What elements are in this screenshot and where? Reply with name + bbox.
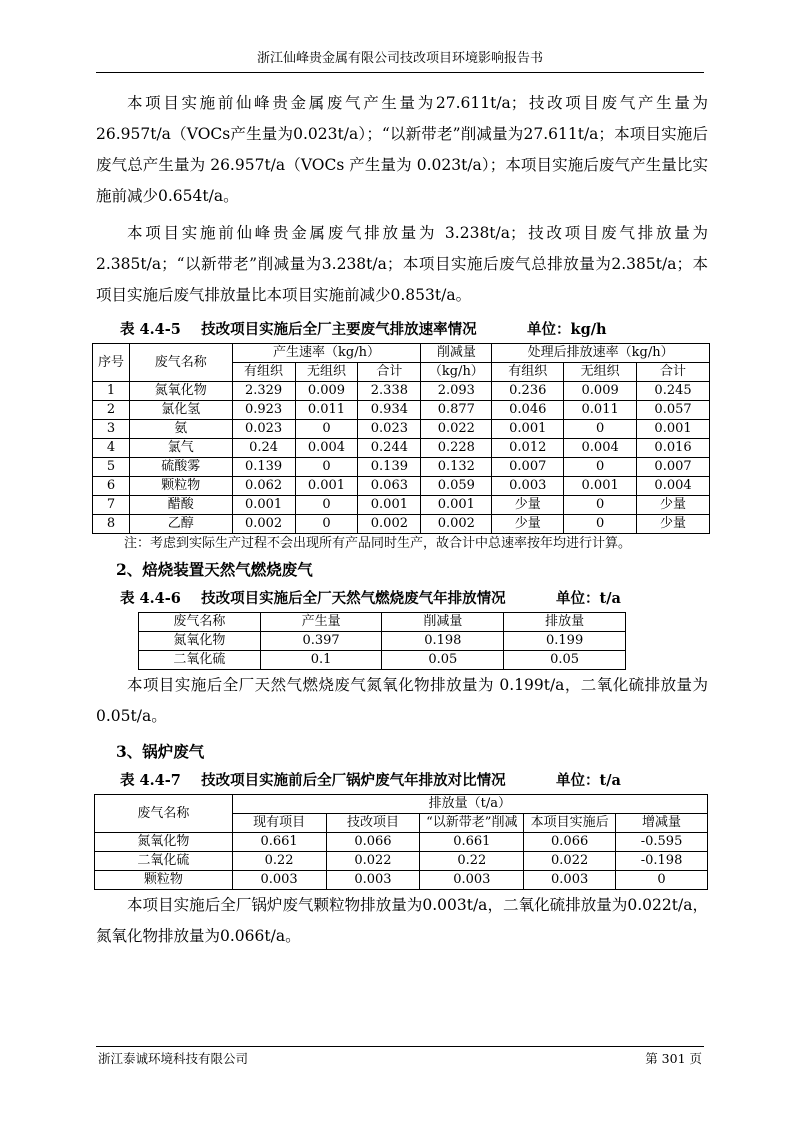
table-cell: 0.004 bbox=[564, 439, 637, 458]
table-cell: 0.007 bbox=[492, 458, 564, 477]
table-cell: 0.1 bbox=[260, 651, 382, 670]
col-offset: “以新带老”削减 bbox=[420, 814, 524, 833]
table-cell: 0.877 bbox=[421, 401, 492, 420]
table-row bbox=[93, 382, 710, 401]
table-cell: 0.923 bbox=[232, 401, 295, 420]
table-row bbox=[93, 496, 710, 515]
table-cell: 0 bbox=[295, 420, 358, 439]
col-name: 废气名称 bbox=[129, 344, 232, 382]
col-reduce: 削减量 bbox=[421, 344, 492, 363]
table-row bbox=[139, 632, 626, 651]
table-cell: 0.003 bbox=[232, 871, 326, 890]
col-after: 本项目实施后 bbox=[524, 814, 616, 833]
table-row bbox=[93, 401, 710, 420]
col-treated-total: 合计 bbox=[637, 363, 710, 382]
footer-page-number: 第 301 页 bbox=[645, 1051, 702, 1066]
table-cell: -0.198 bbox=[616, 852, 708, 871]
table-cell: 0.003 bbox=[420, 871, 524, 890]
table-cell: 少量 bbox=[492, 515, 564, 534]
table-cell: 0.022 bbox=[421, 420, 492, 439]
table-cell: 0 bbox=[564, 458, 637, 477]
table-row bbox=[93, 458, 710, 477]
table-cell: 0.066 bbox=[326, 833, 420, 852]
table-cell: 0.057 bbox=[637, 401, 710, 420]
table-cell: 0.245 bbox=[637, 382, 710, 401]
table-cell: 0 bbox=[564, 496, 637, 515]
table-cell: 0.661 bbox=[232, 833, 326, 852]
table-row bbox=[95, 871, 708, 890]
table-cell: 0.003 bbox=[524, 871, 616, 890]
table-cell: -0.595 bbox=[616, 833, 708, 852]
table-cell: 0 bbox=[295, 458, 358, 477]
table-cell: 0.016 bbox=[637, 439, 710, 458]
table-cell: 氨 bbox=[129, 420, 232, 439]
table-row bbox=[139, 651, 626, 670]
table-cell: 二氧化硫 bbox=[95, 852, 233, 871]
table-cell: 3 bbox=[93, 420, 130, 439]
paragraph-boiler: 本项目实施后全厂锅炉废气颗粒物排放量为0.003t/a，二氧化硫排放量为0.022t/a，氮氧化物排放量为0.066t/a。 bbox=[96, 896, 708, 945]
page-content bbox=[96, 88, 708, 958]
col-boiler-group: 排放量（t/a） bbox=[232, 795, 707, 814]
col-reduce-unit: （kg/h） bbox=[421, 363, 492, 382]
table-cell: 0.001 bbox=[421, 496, 492, 515]
table-cell: 氮氧化物 bbox=[139, 632, 261, 651]
table-cell: 少量 bbox=[637, 515, 710, 534]
table-cell: 0.003 bbox=[492, 477, 564, 496]
table-row bbox=[95, 833, 708, 852]
table-cell: 0.022 bbox=[326, 852, 420, 871]
natural-gas-table bbox=[138, 612, 626, 670]
table-cell: 0.007 bbox=[637, 458, 710, 477]
table-cell: 0 bbox=[295, 515, 358, 534]
table-cell: 0.004 bbox=[295, 439, 358, 458]
table3-caption: 表 4.4-7 技改项目实施前后全厂锅炉废气年排放对比情况 单位：t/a bbox=[120, 772, 621, 789]
paragraph-generation: 本项目实施前仙峰贵金属废气产生量为27.611t/a；技改项目废气产生量为26.957t/a（VOCs产生量为0.023t/a）；“以新带老”削减量为27.611t/a；本项目实施后废气总产生量为 26.957t/a（VOCs 产生量为 0.023t/a）；本项目实施后废气产生量比实施前减少0.654t/a。 bbox=[96, 94, 708, 205]
col-seq: 序号 bbox=[93, 344, 130, 382]
table-cell: 0.198 bbox=[382, 632, 504, 651]
table2-caption: 表 4.4-6 技改项目实施后全厂天然气燃烧废气年排放情况 单位：t/a bbox=[120, 590, 621, 607]
table-cell: 0.001 bbox=[637, 420, 710, 439]
table-cell: 6 bbox=[93, 477, 130, 496]
col-existing: 现有项目 bbox=[232, 814, 326, 833]
paragraph-emission: 本项目实施前仙峰贵金属废气排放量为 3.238t/a；技改项目废气排放量为 2.385t/a；“以新带老”削减量为3.238t/a；本项目实施后废气总排放量为2.385t/a；本项目实施后废气排放量比本项目实施前减少0.853t/a。 bbox=[96, 224, 708, 304]
table-row bbox=[93, 420, 710, 439]
section-3-title: 3、锅炉废气 bbox=[116, 742, 205, 761]
table-cell: 0.139 bbox=[232, 458, 295, 477]
table-cell: 0 bbox=[564, 420, 637, 439]
page-header bbox=[96, 46, 704, 73]
table-cell: 0 bbox=[616, 871, 708, 890]
table-cell: 7 bbox=[93, 496, 130, 515]
col-treated-organized: 有组织 bbox=[492, 363, 564, 382]
table-cell: 0.022 bbox=[524, 852, 616, 871]
table-cell: 二氧化硫 bbox=[139, 651, 261, 670]
table1-caption: 表 4.4-5 技改项目实施后全厂主要废气排放速率情况 单位：kg/h bbox=[120, 321, 607, 338]
table-cell: 0.002 bbox=[421, 515, 492, 534]
table-cell: 1 bbox=[93, 382, 130, 401]
table-cell: 4 bbox=[93, 439, 130, 458]
table-cell: 0.661 bbox=[420, 833, 524, 852]
table-cell: 0.012 bbox=[492, 439, 564, 458]
col-treated-group: 处理后排放速率（kg/h） bbox=[492, 344, 710, 363]
table-cell: 0.009 bbox=[564, 382, 637, 401]
table-cell: 2.093 bbox=[421, 382, 492, 401]
table-cell: 0.001 bbox=[492, 420, 564, 439]
table-cell: 颗粒物 bbox=[129, 477, 232, 496]
table-cell: 颗粒物 bbox=[95, 871, 233, 890]
table-cell: 8 bbox=[93, 515, 130, 534]
table-cell: 0.002 bbox=[358, 515, 421, 534]
table-row bbox=[93, 439, 710, 458]
table-cell: 0.139 bbox=[358, 458, 421, 477]
table-cell: 0.001 bbox=[295, 477, 358, 496]
col-gas-name: 废气名称 bbox=[139, 613, 261, 632]
table-cell: 0.063 bbox=[358, 477, 421, 496]
table-cell: 5 bbox=[93, 458, 130, 477]
table-cell: 0.236 bbox=[492, 382, 564, 401]
table-cell: 0.002 bbox=[232, 515, 295, 534]
table-cell: 硫酸雾 bbox=[129, 458, 232, 477]
table-cell: 0.05 bbox=[504, 651, 626, 670]
paragraph-natural-gas: 本项目实施后全厂天然气燃烧废气氮氧化物排放量为 0.199t/a，二氧化硫排放量为0.05t/a。 bbox=[96, 676, 708, 725]
table-cell: 0.199 bbox=[504, 632, 626, 651]
table-cell: 2.338 bbox=[358, 382, 421, 401]
table-cell: 醋酸 bbox=[129, 496, 232, 515]
table-cell: 0.244 bbox=[358, 439, 421, 458]
table-cell: 0.062 bbox=[232, 477, 295, 496]
col-treated-unorganized: 无组织 bbox=[564, 363, 637, 382]
table-cell: 0.22 bbox=[232, 852, 326, 871]
col-tech: 技改项目 bbox=[326, 814, 420, 833]
table-cell: 2.329 bbox=[232, 382, 295, 401]
table-cell: 0.066 bbox=[524, 833, 616, 852]
col-gas-emission: 排放量 bbox=[504, 613, 626, 632]
col-change: 增减量 bbox=[616, 814, 708, 833]
page-footer bbox=[96, 1046, 704, 1071]
table-cell: 乙醇 bbox=[129, 515, 232, 534]
table-cell: 氮氧化物 bbox=[129, 382, 232, 401]
col-produce-organized: 有组织 bbox=[232, 363, 295, 382]
table-cell: 0.132 bbox=[421, 458, 492, 477]
table-cell: 0.397 bbox=[260, 632, 382, 651]
table-cell: 氯化氢 bbox=[129, 401, 232, 420]
col-boiler-name: 废气名称 bbox=[95, 795, 233, 833]
table-cell: 0.023 bbox=[232, 420, 295, 439]
table-cell: 0.05 bbox=[382, 651, 504, 670]
section-2-title: 2、焙烧装置天然气燃烧废气 bbox=[116, 560, 313, 579]
col-produce-group: 产生速率（kg/h） bbox=[232, 344, 421, 363]
col-gas-reduce: 削减量 bbox=[382, 613, 504, 632]
table-row bbox=[93, 515, 710, 534]
table-cell: 氯气 bbox=[129, 439, 232, 458]
table-cell: 0.023 bbox=[358, 420, 421, 439]
table1-note: 注：考虑到实际生产过程不会出现所有产品同时生产，故合计中总速率按年均进行计算。 bbox=[124, 536, 632, 551]
table-cell: 0.011 bbox=[564, 401, 637, 420]
table-cell: 0.009 bbox=[295, 382, 358, 401]
table-cell: 2 bbox=[93, 401, 130, 420]
boiler-table bbox=[94, 794, 708, 890]
table-cell: 0.001 bbox=[232, 496, 295, 515]
table-cell: 0.004 bbox=[637, 477, 710, 496]
table-cell: 0.001 bbox=[358, 496, 421, 515]
table-row bbox=[95, 852, 708, 871]
table-cell: 氮氧化物 bbox=[95, 833, 233, 852]
table-cell: 0.059 bbox=[421, 477, 492, 496]
table-row bbox=[93, 477, 710, 496]
col-produce-total: 合计 bbox=[358, 363, 421, 382]
table-cell: 0 bbox=[564, 515, 637, 534]
table-cell: 0.001 bbox=[564, 477, 637, 496]
table-cell: 0.011 bbox=[295, 401, 358, 420]
table-cell: 0 bbox=[295, 496, 358, 515]
table-cell: 0.22 bbox=[420, 852, 524, 871]
table-cell: 少量 bbox=[492, 496, 564, 515]
col-produce-unorganized: 无组织 bbox=[295, 363, 358, 382]
emission-rate-table bbox=[92, 343, 710, 534]
table-cell: 0.228 bbox=[421, 439, 492, 458]
footer-company: 浙江泰诚环境科技有限公司 bbox=[98, 1051, 249, 1066]
table-cell: 0.934 bbox=[358, 401, 421, 420]
col-gas-produce: 产生量 bbox=[260, 613, 382, 632]
table-cell: 0.046 bbox=[492, 401, 564, 420]
table-cell: 0.003 bbox=[326, 871, 420, 890]
header-title: 浙江仙峰贵金属有限公司技改项目环境影响报告书 bbox=[256, 51, 543, 66]
table-cell: 0.24 bbox=[232, 439, 295, 458]
table-cell: 少量 bbox=[637, 496, 710, 515]
